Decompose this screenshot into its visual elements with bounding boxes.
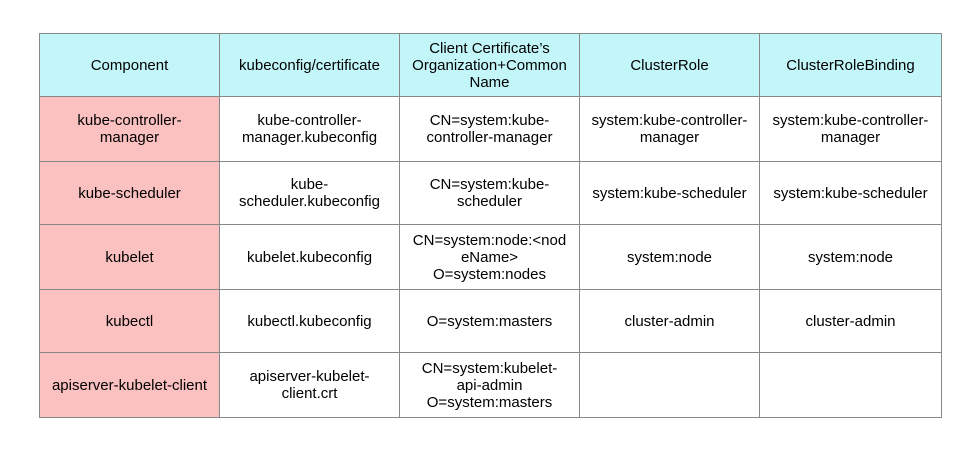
cell-kubeconfig: kube- scheduler.kubeconfig [220, 162, 400, 225]
cell-certificate-subject: O=system:masters [400, 290, 580, 353]
table-row [40, 225, 942, 290]
header-component: Component [40, 34, 220, 97]
cell-clusterrolebinding: cluster-admin [760, 290, 942, 353]
cell-clusterrole: cluster-admin [580, 290, 760, 353]
table-row [40, 162, 942, 225]
cell-kubeconfig: kube-controller- manager.kubeconfig [220, 97, 400, 162]
cell-certificate-subject: CN=system:kube- scheduler [400, 162, 580, 225]
header-client-certificate-org-cn: Client Certificate’s Organization+Common Name [400, 34, 580, 97]
cell-certificate-subject: CN=system:kubelet- api-admin O=system:masters [400, 353, 580, 418]
header-clusterrole: ClusterRole [580, 34, 760, 97]
cell-kubeconfig: kubectl.kubeconfig [220, 290, 400, 353]
cell-clusterrolebinding [760, 353, 942, 418]
cell-component: kubelet [40, 225, 220, 290]
table-row [40, 353, 942, 418]
table-header-row [40, 34, 942, 97]
cell-clusterrole [580, 353, 760, 418]
table-row [40, 97, 942, 162]
header-kubeconfig-certificate: kubeconfig/certificate [220, 34, 400, 97]
cell-component: kube-scheduler [40, 162, 220, 225]
cell-clusterrole: system:node [580, 225, 760, 290]
cell-certificate-subject: CN=system:node:<nod eName> O=system:nodes [400, 225, 580, 290]
header-clusterrolebinding: ClusterRoleBinding [760, 34, 942, 97]
cell-kubeconfig: apiserver-kubelet- client.crt [220, 353, 400, 418]
cell-clusterrole: system:kube-scheduler [580, 162, 760, 225]
cell-kubeconfig: kubelet.kubeconfig [220, 225, 400, 290]
cell-component: kube-controller- manager [40, 97, 220, 162]
cell-clusterrole: system:kube-controller- manager [580, 97, 760, 162]
table-row [40, 290, 942, 353]
cell-component: kubectl [40, 290, 220, 353]
cell-clusterrolebinding: system:node [760, 225, 942, 290]
cell-clusterrolebinding: system:kube-scheduler [760, 162, 942, 225]
cell-clusterrolebinding: system:kube-controller- manager [760, 97, 942, 162]
cell-component: apiserver-kubelet-client [40, 353, 220, 418]
rbac-components-table [39, 33, 942, 418]
cell-certificate-subject: CN=system:kube- controller-manager [400, 97, 580, 162]
